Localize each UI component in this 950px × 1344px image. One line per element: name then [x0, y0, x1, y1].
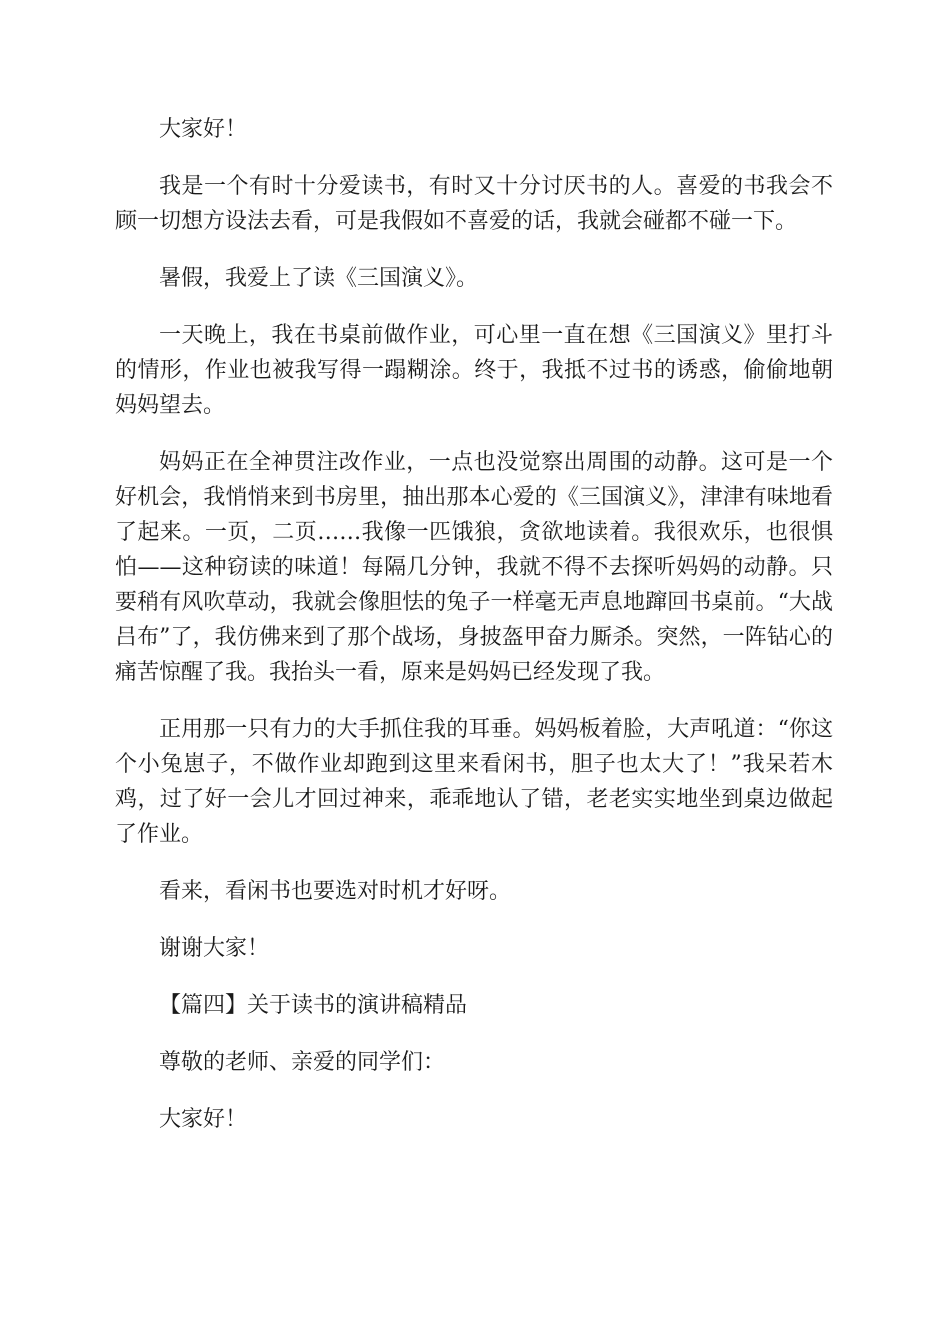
document-body [115, 112, 833, 1159]
salutation-paragraph: 尊敬的老师、亲爱的同学们： [159, 1050, 446, 1075]
reading-paragraph: 妈妈正在全神贯注改作业，一点也没觉察出周围的动静。这可是一个好机会，我悄悄来到书房里，抽出那本心爱的《三国演义》，津津有味地看了起来。一页，二页……我像一匹饿狼，贪欲地读着。我很欢乐，也很惧怕——这种窃读的味道！每隔几分钟，我就不得不去探听妈妈的动静。只要稍有风吹草动，我就会像胆怯的兔子一样毫无声息地蹿回书桌前。“大战吕布”了，我仿佛来到了那个战场，身披盔甲奋力厮杀。突然，一阵钻心的痛苦惊醒了我。我抬头一看，原来是妈妈已经发现了我。 [115, 450, 833, 685]
thanks-paragraph: 谢谢大家！ [159, 936, 270, 961]
evening-paragraph: 一天晚上，我在书桌前做作业，可心里一直在想《三国演义》里打斗的情形，作业也被我写得一蹋糊涂。终于，我抵不过书的诱惑，偷偷地朝妈妈望去。 [115, 323, 833, 418]
closing-greeting-paragraph: 大家好！ [159, 1107, 248, 1132]
greeting-paragraph: 大家好！ [159, 117, 248, 142]
section-heading: 【篇四】关于读书的演讲稿精品 [159, 993, 468, 1018]
caught-paragraph: 正用那一只有力的大手抓住我的耳垂。妈妈板着脸，大声吼道：“你这个小兔崽子，不做作业却跑到这里来看闲书，胆子也太大了！”我呆若木鸡，过了好一会儿才回过神来，乖乖地认了错，老老实实地坐到桌边做起了作业。 [115, 717, 833, 847]
summer-paragraph: 暑假，我爱上了读《三国演义》。 [159, 266, 479, 291]
conclusion-paragraph: 看来，看闲书也要选对时机才好呀。 [159, 879, 512, 904]
intro-paragraph: 我是一个有时十分爱读书，有时又十分讨厌书的人。喜爱的书我会不顾一切想方设法去看，可是我假如不喜爱的话，我就会碰都不碰一下。 [115, 174, 833, 234]
